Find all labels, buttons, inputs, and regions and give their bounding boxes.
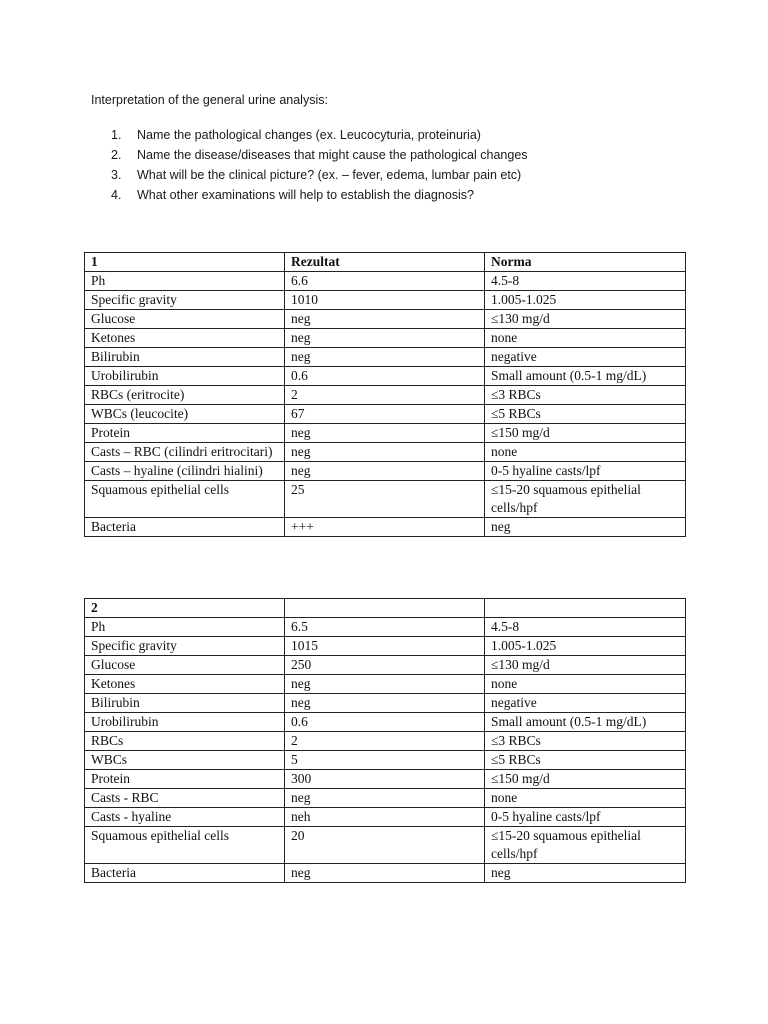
- table-row: [85, 405, 686, 424]
- result-cell: 6.5: [285, 618, 485, 637]
- norm-cell: Small amount (0.5-1 mg/dL): [485, 713, 686, 732]
- result-cell: neg: [285, 694, 485, 713]
- parameter-cell: Ketones: [85, 329, 285, 348]
- parameter-cell: Ph: [85, 272, 285, 291]
- norm-cell: 0-5 hyaline casts/lpf: [485, 808, 686, 827]
- question-item: [111, 165, 528, 185]
- norm-cell: neg: [485, 518, 686, 537]
- table-row: [85, 310, 686, 329]
- parameter-cell: Squamous epithelial cells: [85, 481, 285, 518]
- table-row: [85, 637, 686, 656]
- table-row: [85, 462, 686, 481]
- parameter-cell: Ph: [85, 618, 285, 637]
- parameter-cell: Casts – RBC (cilindri eritrocitari): [85, 443, 285, 462]
- question-number: 3.: [111, 168, 122, 182]
- table-body: [85, 599, 686, 883]
- result-cell: 0.6: [285, 713, 485, 732]
- norm-cell: none: [485, 443, 686, 462]
- header-norm-cell: Norma: [485, 253, 686, 272]
- result-cell: 67: [285, 405, 485, 424]
- norm-cell: ≤5 RBCs: [485, 751, 686, 770]
- table-header-row: [85, 599, 686, 618]
- result-cell: +++: [285, 518, 485, 537]
- norm-cell: neg: [485, 864, 686, 883]
- parameter-cell: Ketones: [85, 675, 285, 694]
- parameter-cell: WBCs: [85, 751, 285, 770]
- question-text: What other examinations will help to establish the diagnosis?: [137, 188, 474, 202]
- result-cell: neg: [285, 348, 485, 367]
- parameter-cell: Bacteria: [85, 864, 285, 883]
- table-body: [85, 253, 686, 537]
- norm-cell: ≤150 mg/d: [485, 770, 686, 789]
- question-item: [111, 185, 528, 205]
- parameter-cell: Specific gravity: [85, 291, 285, 310]
- parameter-cell: Bacteria: [85, 518, 285, 537]
- norm-cell: none: [485, 789, 686, 808]
- norm-cell: 4.5-8: [485, 618, 686, 637]
- question-text: Name the disease/diseases that might cause the pathological changes: [137, 148, 528, 162]
- norm-cell: ≤130 mg/d: [485, 310, 686, 329]
- norm-cell: 0-5 hyaline casts/lpf: [485, 462, 686, 481]
- table-row: [85, 272, 686, 291]
- question-text: What will be the clinical picture? (ex. – fever, edema, lumbar pain etc): [137, 168, 522, 182]
- result-cell: neg: [285, 329, 485, 348]
- table-row: [85, 864, 686, 883]
- table-row: [85, 618, 686, 637]
- result-cell: 6.6: [285, 272, 485, 291]
- result-cell: neg: [285, 789, 485, 808]
- result-cell: neg: [285, 462, 485, 481]
- urine-analysis-table-2: [84, 598, 686, 883]
- norm-cell: negative: [485, 348, 686, 367]
- norm-cell: ≤150 mg/d: [485, 424, 686, 443]
- question-item: [111, 125, 528, 145]
- parameter-cell: Bilirubin: [85, 694, 285, 713]
- result-cell: 5: [285, 751, 485, 770]
- parameter-cell: Casts - RBC: [85, 789, 285, 808]
- table-row: [85, 329, 686, 348]
- document-heading: Interpretation of the general urine analysis:: [91, 93, 328, 107]
- question-item: [111, 145, 528, 165]
- norm-cell: 4.5-8: [485, 272, 686, 291]
- table-row: [85, 386, 686, 405]
- parameter-cell: RBCs: [85, 732, 285, 751]
- table-row: [85, 770, 686, 789]
- result-cell: 20: [285, 827, 485, 864]
- parameter-cell: Protein: [85, 770, 285, 789]
- table-row: [85, 348, 686, 367]
- result-cell: 300: [285, 770, 485, 789]
- table-row: [85, 518, 686, 537]
- result-cell: neh: [285, 808, 485, 827]
- table-row: [85, 424, 686, 443]
- header-result-cell: [285, 599, 485, 618]
- table-row: [85, 694, 686, 713]
- norm-cell: ≤3 RBCs: [485, 386, 686, 405]
- result-cell: 250: [285, 656, 485, 675]
- norm-cell: ≤5 RBCs: [485, 405, 686, 424]
- norm-cell: none: [485, 329, 686, 348]
- norm-cell: none: [485, 675, 686, 694]
- question-number: 1.: [111, 128, 122, 142]
- norm-cell: 1.005-1.025: [485, 291, 686, 310]
- parameter-cell: Urobilirubin: [85, 713, 285, 732]
- table-row: [85, 656, 686, 675]
- result-cell: neg: [285, 310, 485, 329]
- table-row: [85, 367, 686, 386]
- norm-cell: ≤3 RBCs: [485, 732, 686, 751]
- parameter-cell: Glucose: [85, 656, 285, 675]
- result-cell: 1015: [285, 637, 485, 656]
- table-row: [85, 675, 686, 694]
- result-cell: 25: [285, 481, 485, 518]
- table-row: [85, 732, 686, 751]
- parameter-cell: Casts - hyaline: [85, 808, 285, 827]
- table-row: [85, 751, 686, 770]
- norm-cell: ≤130 mg/d: [485, 656, 686, 675]
- parameter-cell: RBCs (eritrocite): [85, 386, 285, 405]
- header-parameter-cell: 1: [85, 253, 285, 272]
- table-row: [85, 291, 686, 310]
- parameter-cell: Bilirubin: [85, 348, 285, 367]
- table-row: [85, 481, 686, 518]
- result-cell: neg: [285, 864, 485, 883]
- table-row: [85, 713, 686, 732]
- question-number: 2.: [111, 148, 122, 162]
- result-cell: 1010: [285, 291, 485, 310]
- table-header-row: [85, 253, 686, 272]
- result-cell: 0.6: [285, 367, 485, 386]
- norm-cell: 1.005-1.025: [485, 637, 686, 656]
- parameter-cell: Specific gravity: [85, 637, 285, 656]
- question-text: Name the pathological changes (ex. Leucocyturia, proteinuria): [137, 128, 481, 142]
- parameter-cell: Urobilirubin: [85, 367, 285, 386]
- parameter-cell: Protein: [85, 424, 285, 443]
- parameter-cell: Glucose: [85, 310, 285, 329]
- norm-cell: negative: [485, 694, 686, 713]
- header-result-cell: Rezultat: [285, 253, 485, 272]
- table-row: [85, 827, 686, 864]
- norm-cell: Small amount (0.5-1 mg/dL): [485, 367, 686, 386]
- norm-cell: ≤15-20 squamous epithelial cells/hpf: [485, 481, 686, 518]
- header-norm-cell: [485, 599, 686, 618]
- result-cell: neg: [285, 443, 485, 462]
- urine-analysis-table-1: [84, 252, 686, 537]
- result-cell: neg: [285, 675, 485, 694]
- table-row: [85, 789, 686, 808]
- result-cell: neg: [285, 424, 485, 443]
- parameter-cell: Casts – hyaline (cilindri hialini): [85, 462, 285, 481]
- table-row: [85, 443, 686, 462]
- question-number: 4.: [111, 188, 122, 202]
- header-parameter-cell: 2: [85, 599, 285, 618]
- result-cell: 2: [285, 732, 485, 751]
- table-row: [85, 808, 686, 827]
- norm-cell: ≤15-20 squamous epithelial cells/hpf: [485, 827, 686, 864]
- result-cell: 2: [285, 386, 485, 405]
- parameter-cell: WBCs (leucocite): [85, 405, 285, 424]
- question-list: [111, 125, 528, 205]
- parameter-cell: Squamous epithelial cells: [85, 827, 285, 864]
